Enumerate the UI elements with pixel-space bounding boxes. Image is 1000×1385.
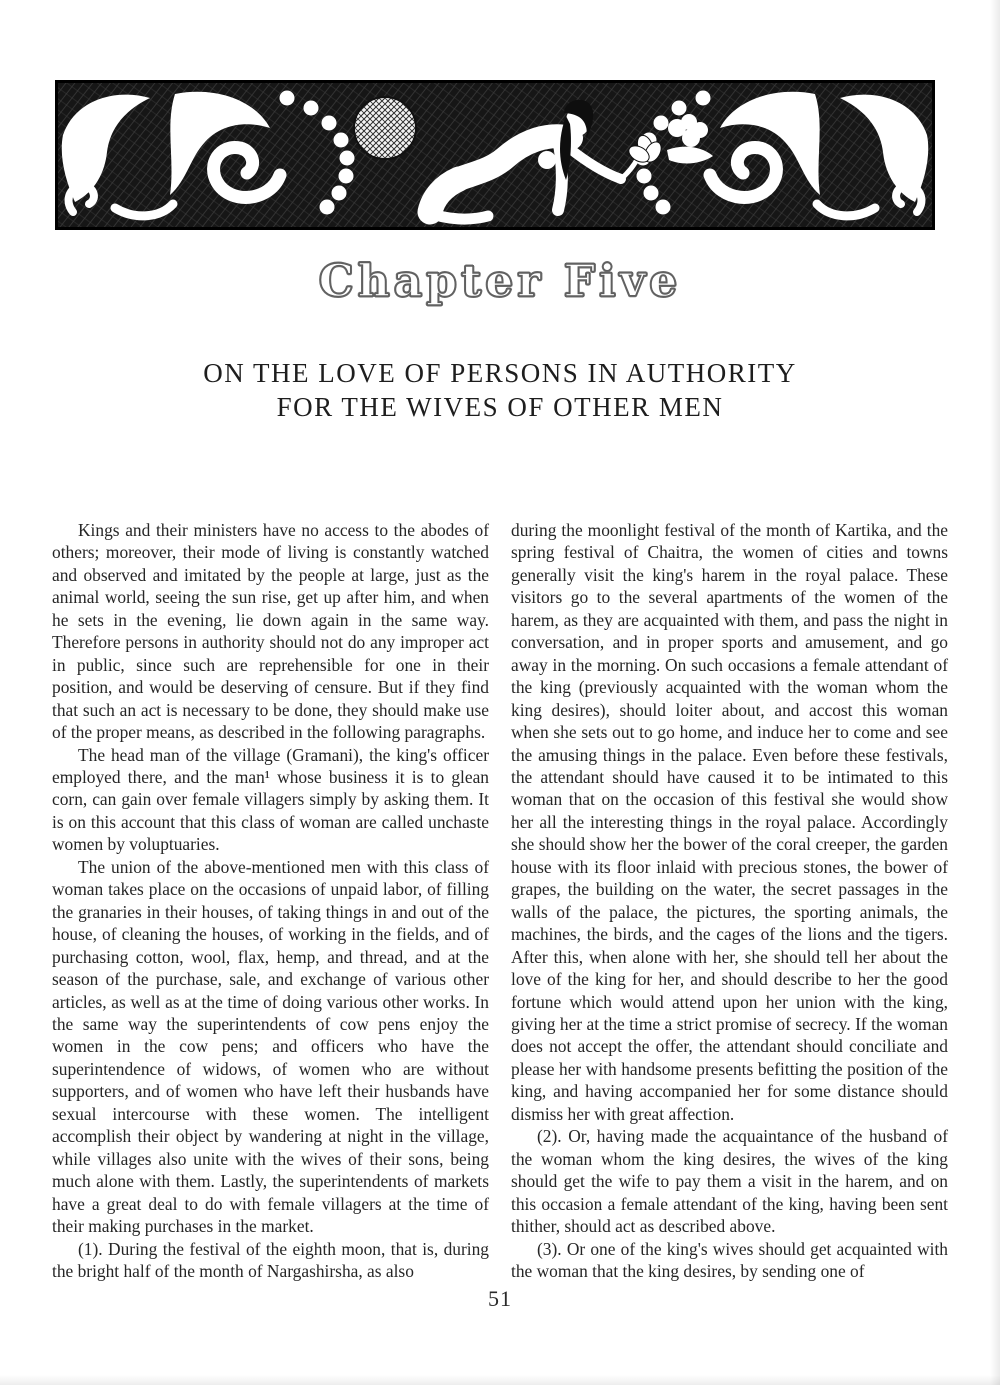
header-illustration-svg (55, 80, 935, 230)
body-text (52, 519, 948, 1282)
left-column (52, 519, 489, 1282)
chapter-title-line-1: ON THE LOVE OF PERSONS IN AUTHORITY (203, 358, 797, 388)
paragraph: The union of the above-mentioned men with this class of woman takes place on the occasions of unpaid labor, of filling the granaries in their houses, of taking things in and out of the house, of cleaning the houses, of working in the fields, and of purchasing cotton, wool, flax, hemp, and thread, and at the season of the purchase, sale, and exchange of various other articles, as well as at the time of doing various other works. In the same way the superintendents of cow pens enjoy the women in the cow pens; and officers who have the superintendence of widows, of women who are without supporters, and of women who have left their husbands have sexual intercourse with these women. The intelligent accomplish their object by wandering at night in the village, while villages also unite with the wives of their sons, being much alone with them. Lastly, the superintendents of markets have a great deal to do with female villagers at the time of their making purchases in the market. (52, 856, 489, 1237)
chapter-title-line-2: FOR THE WIVES OF OTHER MEN (276, 392, 724, 422)
chapter-title (0, 356, 1000, 424)
paragraph: (2). Or, having made the acquaintance of the husband of the woman whom the king desires, the wives of the king should get the wife to pay them a visit in the harem, and on this occasion a female attendant of the king, having been sent thither, should act as described above. (511, 1126, 948, 1237)
paragraph: during the moonlight festival of the month of Kartika, and the spring festival of Chaitra, the women of cities and towns generally visit the king's harem in the royal palace. These visitors go to the several apartments of the women of the harem, as they are acquainted with them, and pass the night in conversation, and in proper sports and amusement, and go away in the morning. On such occasions a female attendant of the king (previously acquainted with the woman whom the king desires), should loiter about, and accost this woman when she sets out to go home, and induce her to come and see the amusing things in the palace. Even before these festivals, the attendant should have caused it to be intimated to this woman that on the occasion of this festival she would show her all the interesting things in the royal palace. Accordingly she should show her the bower of the coral creeper, the garden house with its floor inlaid with precious stones, the bower of grapes, the building on the water, the secret passages in the walls of the palace, the pictures, the sporting animals, the machines, the birds, and the cages of the lions and the tigers. After this, when alone with her, she should tell her about the love of the king for her, and should describe to her the good fortune which would attend upon her union with the king, giving her at the time a strict promise of secrecy. If the woman does not accept the offer, the attendant should conciliate and please her with handsome presents befitting the position of the king, and having accompanied her for some distance should dismiss her with great affection. (511, 520, 948, 1124)
chapter-label: Chapter Five (318, 256, 682, 307)
paragraph: (1). During the festival of the eighth moon, that is, during the bright half of the month of Nargashirsha, as also (52, 1238, 489, 1281)
paragraph: Kings and their ministers have no access to the abodes of others; moreover, their mode of living is constantly watched and observed and imitated by the people at large, just as the animal world, seeing the sun rise, get up after him, and when he sets in the evening, lie down again in the same way. Therefore persons in authority should not do any improper act in public, since such are reprehensible for one in their position, and would be deserving of censure. But if they find that such an act is necessary to be done, they should make use of the proper means, as described in the following paragraphs. (52, 520, 489, 743)
moon-motif (354, 97, 416, 159)
page-number: 51 (488, 1286, 512, 1311)
header-illustration (55, 80, 935, 230)
right-column (511, 519, 948, 1282)
scan-edge-bottom (0, 1375, 1000, 1385)
paragraph: (3). Or one of the king's wives should get acquainted with the woman that the king desires, by sending one of (511, 1238, 948, 1281)
scan-edge-right (990, 0, 1000, 1385)
paragraph: The head man of the village (Gramani), the king's officer employed there, and the man¹ whose business it is to glean corn, can gain over female villagers simply by asking them. It is on this account that this class of woman are called unchaste women by voluptuaries. (52, 744, 489, 855)
